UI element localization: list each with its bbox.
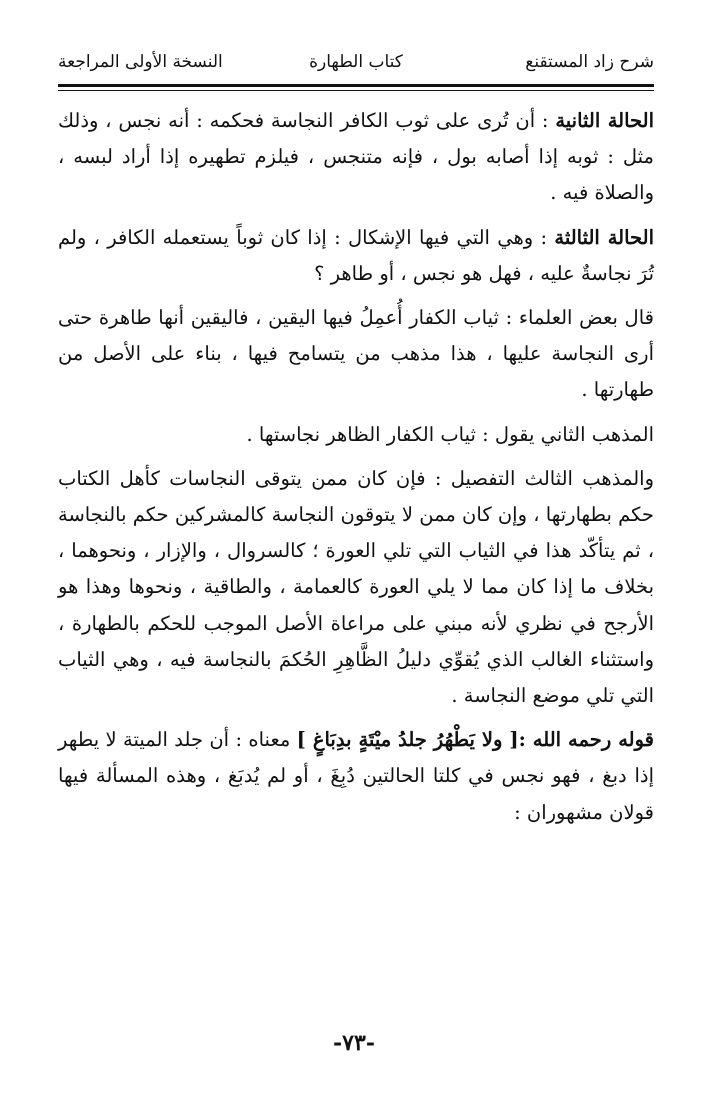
paragraph-text: معناه : أن جلد الميتة لا يطهر إذا دبغ ، فهو نجس في كلتا الحالتين دُبِغَ ، أو لم يُدبَغ ، وهذه المسألة فيها قولان مشهوران : bbox=[58, 728, 654, 824]
paragraph-heading: الحالة الثانية bbox=[555, 109, 654, 132]
document-page bbox=[58, 50, 654, 831]
header-rule-thick bbox=[58, 84, 654, 87]
paragraph-first-opinion bbox=[58, 300, 654, 409]
paragraph-tanned-hide bbox=[58, 722, 654, 831]
page-number: -٧٣- bbox=[333, 1030, 375, 1056]
document-body bbox=[58, 103, 654, 831]
paragraph-text: والمذهب الثالث التفصيل : فإن كان ممن يتوقى النجاسات كأهل الكتاب حكم بطهارتها ، وإن كان ممن لا يتوقون النجاسة كالمشركين حكم بالنجاسة ، ثم يتأكّد هذا في الثياب التي تلي العورة ؛ كالسروال ، والإزار ، ونحوهما ، بخلاف ما إذا كان مما لا يلي العورة كالعمامة ، والطاقية ، ونحوها وهذا هو الأرجح في نظري لأنه مبني على مراعاة الأصل الموجب للحكم بالطهارة ، واستثناء الغالب الذي يُقوِّي دليلُ الظَّاهِرِ الحُكمَ بالنجاسة فيه ، وهي الثياب التي تلي موضع النجاسة . bbox=[58, 466, 654, 708]
paragraph-heading: الحالة الثالثة bbox=[554, 225, 654, 249]
paragraph-third-opinion bbox=[58, 461, 654, 714]
paragraph-text: المذهب الثاني يقول : ثياب الكفار الظاهر نجاستها . bbox=[246, 422, 654, 446]
header-edition-note: النسخة الأولى المراجعة bbox=[58, 52, 223, 72]
header-book-title: شرح زاد المستقنع bbox=[525, 52, 654, 72]
paragraph-case-two bbox=[58, 103, 654, 212]
running-header bbox=[58, 50, 654, 76]
paragraph-text: قال بعض العلماء : ثياب الكفار أُعمِلُ فيها اليقين ، فاليقين أنها طاهرة حتى أرى النجاسة عليها ، هذا مذهب من يتسامح فيها ، بناء على الأصل من طهارتها . bbox=[58, 306, 654, 402]
paragraph-second-opinion bbox=[58, 417, 654, 453]
paragraph-text: : وهي التي فيها الإشكال : إذا كان ثوباً يستعمله الكافر ، ولم تُرَ نجاسةٌ عليه ، فهل هو نجس ، أو طاهر ؟ bbox=[58, 225, 654, 285]
paragraph-text: : أن تُرى على ثوب الكافر النجاسة فحكمه : أنه نجس ، وذلك مثل : ثوبه إذا أصابه بول ، فإنه متنجس ، فيلزم تطهيره إذا أراد لبسه ، والصلاة فيه . bbox=[58, 109, 654, 205]
paragraph-case-three bbox=[58, 220, 654, 292]
header-rule-thin bbox=[58, 90, 654, 91]
header-chapter-title: كتاب الطهارة bbox=[309, 52, 403, 72]
paragraph-heading: قوله رحمه الله :[ ولا يَطْهُرُ جلدُ ميْتَةٍ بدِبَاغٍ ] bbox=[296, 728, 654, 752]
